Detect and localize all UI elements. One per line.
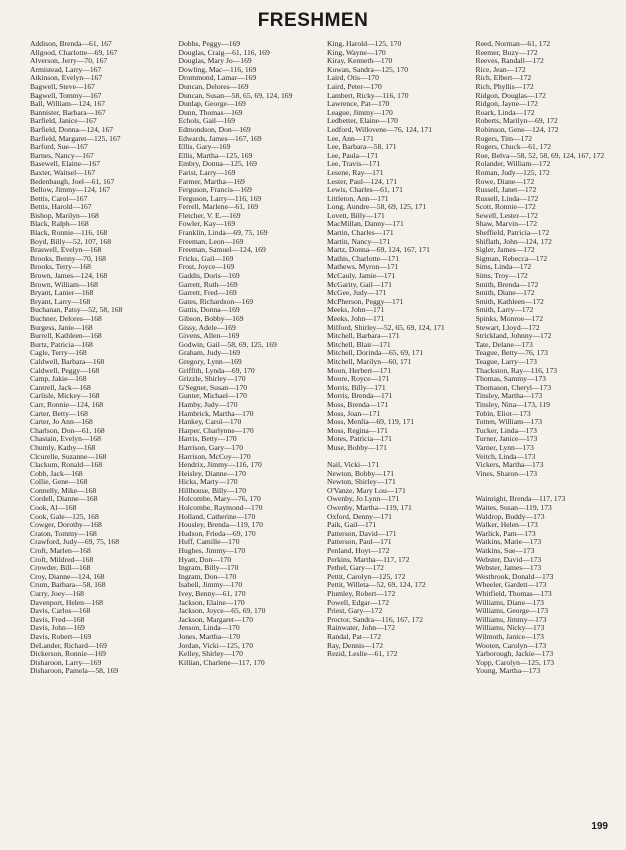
index-entry: Jenson, Linda—170 xyxy=(178,623,240,633)
index-entry: Gunter, Michael—170 xyxy=(178,391,247,401)
index-entry: Meeks, John—171 xyxy=(327,314,385,323)
page-number: 199 xyxy=(591,821,608,832)
index-entry: Barfield, Donna—124, 167 xyxy=(30,124,114,134)
index-entry: Graham, Judy—169 xyxy=(178,348,241,358)
index-entry: Hughes, Jimmy—170 xyxy=(178,546,246,556)
index-entry: Barfield, Janice—167 xyxy=(30,116,97,126)
index-entry: Moss, Brenda—171 xyxy=(327,399,389,409)
index-entry: Kuwan, Sandra—125, 170 xyxy=(327,64,408,74)
index-entry: Thomason, Cheryl—173 xyxy=(475,382,552,392)
index-entry: Roman, Judy—125, 172 xyxy=(475,167,550,177)
index-entry: Bagwell, Steve—167 xyxy=(30,81,95,91)
index-entry: Huff, Camille—170 xyxy=(178,537,240,547)
index-entry: Fowler, Kay—169 xyxy=(178,219,236,229)
index-entry: Roe, Belva—58, 52, 58, 69, 124, 167, 172 xyxy=(475,150,605,160)
index-entry: Randal, Pat—172 xyxy=(327,631,381,641)
index-entry: O'Vanze, Mary Lou—171 xyxy=(327,485,406,495)
index-entry: Heisley, Dianne—170 xyxy=(178,468,246,478)
index-entry: Littleton, Ann—171 xyxy=(327,193,389,203)
index-entry: Smith, Diane—172 xyxy=(475,288,535,298)
index-entry: Cowger, Dorothy—168 xyxy=(30,520,102,530)
index-entry: Gregory, Lynn—169 xyxy=(178,356,242,366)
index-entry: Edmondson, Don—169 xyxy=(178,124,251,134)
index-entry: Rich, Elbert—172 xyxy=(475,73,532,83)
index-entry: Garrett, Fred—169 xyxy=(178,288,237,298)
index-entry: Gibson, Bobby—169 xyxy=(178,314,244,323)
index-entry: Turner, Janice—173 xyxy=(475,434,538,444)
index-entry: Waldrop, Buddy—173 xyxy=(475,511,545,521)
index-entry: Carter, Jo Ann—168 xyxy=(30,417,93,427)
index-entry: Williams, Nicky—173 xyxy=(475,623,545,633)
index-entry: Plumley, Robert—172 xyxy=(327,589,396,598)
index-entry: Bryant, Lanier—168 xyxy=(30,288,94,298)
index-entry: Pethel, Gary—172 xyxy=(327,563,384,573)
index-entry: Gates, Richardson—169 xyxy=(178,296,254,306)
index-entry: Hudson, Frieda—69, 170 xyxy=(178,528,256,538)
index-entry: Laird, Otis—170 xyxy=(327,73,379,83)
index-entry: Brooks, Benny—70, 168 xyxy=(30,253,106,263)
index-entry: Addison, Brenda—61, 167 xyxy=(30,39,112,48)
index-entry: Vickers, Martha—173 xyxy=(475,460,544,470)
index-entry: Shiflath, John—124, 172 xyxy=(475,236,552,246)
index-entry: Brown, James—124, 168 xyxy=(30,271,108,281)
index-entry: Drommond, Lamar—169 xyxy=(178,73,257,83)
index-entry: Roberts, Marilyn—69, 172 xyxy=(475,116,558,126)
index-entry: Robinson, Gene—124, 172 xyxy=(475,124,559,134)
index-entry: Ellis, Martha—125, 169 xyxy=(178,150,253,160)
index-entry: Bryant, Larry—168 xyxy=(30,296,91,306)
index-entry: Moon, Herbert—171 xyxy=(327,365,392,375)
index-entry: Garrett, Ruth—169 xyxy=(178,279,238,289)
index-entry: Stewart, Lloyd—172 xyxy=(475,322,540,332)
index-entry: Priest, Gary—172 xyxy=(327,606,383,616)
index-entry: Sewell, Lester—172 xyxy=(475,210,538,220)
index-entry: Smith, Brenda—172 xyxy=(475,279,539,289)
index-entry: Douglas, Mary Jo—169 xyxy=(178,56,252,66)
index-entry: Dunn, Thomas—169 xyxy=(178,107,243,117)
index-entry: Lee, Ann—171 xyxy=(327,133,374,143)
index-entry: Bedenbaugh, Joel—61, 167 xyxy=(30,176,115,186)
index-entry: Owenby, Jo Lynn—171 xyxy=(327,494,400,504)
index-column-2 xyxy=(179,40,316,810)
index-entry: Owenby, Martha—119, 171 xyxy=(327,503,412,513)
index-entry: Ledbetter, Elaine—170 xyxy=(327,116,398,126)
index-entry: Sigler, James—172 xyxy=(475,245,535,255)
index-entry: McGee, Judy—171 xyxy=(327,288,387,298)
index-entry: Harrison, Gary—170 xyxy=(178,442,244,452)
index-entry: Patterson, David—171 xyxy=(327,528,397,538)
index-entry: Dowling, Mac—116, 169 xyxy=(178,64,257,74)
index-entry: Bagwell, Tommy—167 xyxy=(30,90,102,100)
index-entry: Davis, Fred—168 xyxy=(30,614,85,624)
index-column-4 xyxy=(476,40,613,810)
index-entry: Martz, Donna—69, 124, 167, 171 xyxy=(327,245,430,255)
index-entry: Atkinson, Evelyn—167 xyxy=(30,73,103,83)
index-entry: Powell, Edgar—172 xyxy=(327,597,390,607)
index-entry: Croy, Dianne—124, 168 xyxy=(30,571,105,581)
index-entry: Gattis, Donna—169 xyxy=(178,305,240,315)
index-entry: Smith, Kathleen—172 xyxy=(475,296,544,306)
index-entry: King, Wayne—170 xyxy=(327,47,386,57)
index-entry: Long, Aundre—58, 69, 125, 171 xyxy=(327,202,427,212)
index-entry: Ferrell, Marlene—61, 169 xyxy=(178,202,259,212)
index-entry: Milford, Shirley—52, 65, 69, 124, 171 xyxy=(327,322,445,332)
index-entry: Kelley, Shirley—170 xyxy=(178,649,243,659)
index-entry: Moore, Royce—171 xyxy=(327,374,390,384)
index-entry: Davis, John—169 xyxy=(30,623,85,633)
index-entry: Douglas, Craig—61, 116, 169 xyxy=(178,47,270,57)
index-entry: Cordell, Dianne—168 xyxy=(30,494,98,504)
index-entry: Rich, Phyllis—172 xyxy=(475,81,534,91)
index-entry: Bishop, Marilyn—168 xyxy=(30,210,99,220)
index-entry: McPherson, Peggy—171 xyxy=(327,296,404,306)
index-entry: Yopp, Carolyn—125, 173 xyxy=(475,657,555,667)
index-entry: Mitchell, Marilyn—60, 171 xyxy=(327,356,412,366)
index-entry: Mitchell, Blair—171 xyxy=(327,339,391,349)
index-entry: Basewell, Elaine—167 xyxy=(30,159,101,169)
index-entry: Gaddis, Doris—169 xyxy=(178,271,240,281)
index-entry: Moss, Joan—171 xyxy=(327,408,381,418)
index-entry: Connelly, Mike—168 xyxy=(30,485,97,495)
index-entry: Lester, Paul—124, 171 xyxy=(327,176,398,186)
index-entry: Rainwater, John—172 xyxy=(327,623,396,633)
index-entry: Martin, Nancy—171 xyxy=(327,236,391,246)
index-entry: Williams, Diane—173 xyxy=(475,597,544,607)
index-entry: Tate, Delane—173 xyxy=(475,339,533,349)
index-entry: Jordan, Vicki—125, 170 xyxy=(178,640,253,650)
index-entry: Harrison, McCoy—170 xyxy=(178,451,251,461)
index-entry: Shaw, Marvin—172 xyxy=(475,219,538,229)
index-entry: Mitchell, Dorinda—65, 69, 171 xyxy=(327,348,424,358)
index-entry: Carter, Betty—168 xyxy=(30,408,88,418)
index-entry: Ray, Dennis—172 xyxy=(327,640,384,650)
index-entry: Bettis, Carol—167 xyxy=(30,193,88,203)
index-entry: Pettit, Willeta—52, 69, 124, 172 xyxy=(327,580,426,590)
index-column-1 xyxy=(30,40,167,810)
index-entry: Harper, Charlynne—170 xyxy=(178,425,254,435)
index-entry: Buchanan, Patsy—52, 58, 168 xyxy=(30,305,123,315)
index-columns xyxy=(30,40,612,810)
index-entry: Hicks, Marty—170 xyxy=(178,477,238,487)
index-entry: Ferguson, Larry—116, 169 xyxy=(178,193,262,203)
index-entry: Farist, Larry—169 xyxy=(178,167,236,177)
index-entry: Reemer, Buzy—172 xyxy=(475,47,538,57)
index-column-3 xyxy=(327,40,464,810)
index-entry: Barford, Sue—167 xyxy=(30,142,88,152)
index-entry: Rowe, Diane—172 xyxy=(475,176,535,186)
index-entry: Teague, Larry—173 xyxy=(475,356,537,366)
index-entry: Burrell, Kathleen—168 xyxy=(30,331,102,341)
index-entry: Black, Ronnie—116, 168 xyxy=(30,228,108,238)
index-entry: Braswell, Evelyn—168 xyxy=(30,245,102,255)
index-entry: Housley, Brenda—119, 170 xyxy=(178,520,263,530)
index-entry: DeLander, Richard—169 xyxy=(30,640,107,650)
index-entry: Grizzle, Shirley—170 xyxy=(178,374,246,384)
index-entry: Crowder, Bill—168 xyxy=(30,563,91,573)
index-entry: Frost, Joyce—169 xyxy=(178,262,235,272)
index-entry: Holland, Catherine—170 xyxy=(178,511,256,521)
index-entry: Lawrence, Pat—170 xyxy=(327,99,390,109)
index-entry: Walker, Helen—173 xyxy=(475,520,538,530)
index-entry: McCauly, Jamie—171 xyxy=(327,271,396,281)
index-entry: Davenport, Helen—168 xyxy=(30,597,103,607)
index-entry: Scott, Ronnie—172 xyxy=(475,202,536,212)
index-entry: Cook, Gale—125, 168 xyxy=(30,511,99,521)
index-entry: Varner, Lynn—173 xyxy=(475,442,534,452)
index-entry: Ledford, Willovene—76, 124, 171 xyxy=(327,124,433,134)
index-entry: Bannister, Barbara—167 xyxy=(30,107,106,117)
index-entry: Reed, Norman—61, 172 xyxy=(475,39,551,48)
index-entry: Holcombe, Raymond—170 xyxy=(178,503,263,513)
index-entry: Croft, Marlen—168 xyxy=(30,546,91,556)
index-entry: Bettis, Harold—167 xyxy=(30,202,92,212)
index-entry: Tobin, Eliot—173 xyxy=(475,408,531,418)
index-entry: Freeman, Leon—169 xyxy=(178,236,244,246)
index-entry: Hillhouse, Billy—170 xyxy=(178,485,247,495)
index-entry: Newton, Bobby—171 xyxy=(327,468,395,478)
index-entry: Crawford, Judy—69, 75, 168 xyxy=(30,537,120,547)
page-title: FRESHMEN xyxy=(257,10,369,31)
index-entry: Young, Martha—173 xyxy=(475,666,541,676)
index-entry: Ellis, Gary—169 xyxy=(178,142,231,152)
index-entry: Paik, Gail—171 xyxy=(327,520,377,530)
index-entry: Dickerson, Ronnie—169 xyxy=(30,649,106,659)
index-entry: MacMillan, Danny—171 xyxy=(327,219,404,229)
index-entry: Chastain, Evelyn—168 xyxy=(30,434,101,444)
index-entry: Ingram, Don—170 xyxy=(178,571,237,581)
index-entry: Clcurelle, Suzanne—168 xyxy=(30,451,107,461)
index-entry: Rolander, William—172 xyxy=(475,159,551,169)
index-entry: Burtz, Patricia—168 xyxy=(30,339,93,349)
index-entry: Sims, Troy—172 xyxy=(475,271,528,281)
index-entry: Oxford, Denny—171 xyxy=(327,511,392,521)
index-entry: Lewis, Charles—61, 171 xyxy=(327,185,403,195)
index-entry: Carlisle, Mickey—168 xyxy=(30,391,100,401)
index-entry: Tinsley, Martha—173 xyxy=(475,391,543,401)
index-entry: Davis, Robert—169 xyxy=(30,631,92,641)
index-entry: Russell, Linda—172 xyxy=(475,193,539,203)
index-entry: Strickland, Johnny—172 xyxy=(475,331,552,341)
index-entry: Newton, Shirley—171 xyxy=(327,477,396,487)
index-entry: Holcombe, Mary—76, 170 xyxy=(178,494,261,504)
index-entry: Burgess, Janie—168 xyxy=(30,322,93,332)
index-entry: League, Jimmy—170 xyxy=(327,107,393,117)
index-entry: Morris, Billy—171 xyxy=(327,382,386,392)
index-entry: Bellow, Jimmy—124, 167 xyxy=(30,185,111,195)
index-entry: Webster, James—173 xyxy=(475,563,542,573)
index-entry: Cagle, Terry—168 xyxy=(30,348,87,358)
index-entry: Brooks, Terry—168 xyxy=(30,262,91,272)
index-entry: Davis, Carlos—168 xyxy=(30,606,91,616)
index-entry: Alverson, Jerry—70, 167 xyxy=(30,56,108,66)
index-entry: Martin, Charles—171 xyxy=(327,228,394,238)
index-entry: Franklin, Linda—69, 75, 169 xyxy=(178,228,268,238)
index-entry: Spinks, Monroe—172 xyxy=(475,314,544,323)
index-entry: Fricks, Gail—169 xyxy=(178,253,234,263)
index-entry: Tinsley, Nina—173, 119 xyxy=(475,399,550,409)
index-entry: Mitchell, Barbara—171 xyxy=(327,331,400,341)
index-entry: King, Harold—125, 170 xyxy=(327,39,402,48)
index-entry: Armistead, Larry—167 xyxy=(30,64,102,74)
index-entry: Buchner, Delores—168 xyxy=(30,314,102,323)
index-entry: Ingram, Billy—170 xyxy=(178,563,239,573)
index-entry: Pettit, Carolyn—125, 172 xyxy=(327,571,406,581)
index-entry: Disharoon, Larry—169 xyxy=(30,657,102,667)
index-entry: Thackston, Ray—116, 173 xyxy=(475,365,558,375)
index-entry: Craton, Tommy—168 xyxy=(30,528,97,538)
index-entry: Rezid, Leslie—61, 172 xyxy=(327,649,398,659)
index-entry: Ferguson, Francis—169 xyxy=(178,185,252,195)
index-entry: Webster, David—173 xyxy=(475,554,542,564)
index-entry: Cantrell, Jack—168 xyxy=(30,382,91,392)
index-entry: G'Segner, Susan—170 xyxy=(178,382,248,392)
index-entry: Whitfield, Thomas—173 xyxy=(475,589,552,598)
index-entry: Yarborough, Jackie—173 xyxy=(475,649,554,659)
index-entry: Kiray, Kenneth—170 xyxy=(327,56,393,66)
index-entry: Morris, Brenda—171 xyxy=(327,391,393,401)
index-entry: Russell, Janet—172 xyxy=(475,185,537,195)
index-gap xyxy=(476,478,613,487)
index-entry: Disharoon, Pamela—58, 169 xyxy=(30,666,119,676)
index-entry: Givens, Allen—169 xyxy=(178,331,240,341)
index-entry: Jackson, Elaine—170 xyxy=(178,597,245,607)
index-entry: Totten, William—173 xyxy=(475,417,543,427)
index-entry: Freeman, Samuel—124, 169 xyxy=(178,245,266,255)
index-entry: Crum, Barbara—58, 168 xyxy=(30,580,106,590)
index-entry: Wheeler, Gardett—173 xyxy=(475,580,547,590)
index-entry: Meeks, John—171 xyxy=(327,305,385,315)
index-entry: Barnes, Nancy—167 xyxy=(30,150,94,160)
index-entry: Muse, Bobby—171 xyxy=(327,442,387,452)
index-entry: Moss, Regina—171 xyxy=(327,425,388,435)
index-entry: Griffith, Lynda—69, 170 xyxy=(178,365,255,375)
index-entry: Lee, Paula—171 xyxy=(327,150,379,160)
index-entry: Edwards, James—167, 169 xyxy=(178,133,262,143)
index-entry: Boyd, Billy—52, 107, 168 xyxy=(30,236,112,246)
index-entry: Hankey, Carol—170 xyxy=(178,417,242,427)
index-entry: Clackum, Ronald—168 xyxy=(30,460,103,470)
index-entry: Moss, Menlia—69, 119, 171 xyxy=(327,417,415,427)
index-entry: Westbrook, Donald—173 xyxy=(475,571,554,581)
index-entry: Cook, Al—168 xyxy=(30,503,77,513)
index-entry: Tucker, Linda—173 xyxy=(475,425,537,435)
index-entry: Smith, Larry—172 xyxy=(475,305,534,315)
index-entry: Godwin, Gail—58, 69, 125, 169 xyxy=(178,339,277,349)
index-entry: Harris, Betty—170 xyxy=(178,434,237,444)
index-entry: Duncan, Susan—58, 65, 69, 124, 169 xyxy=(178,90,293,100)
index-entry: Wilmoth, Janice—173 xyxy=(475,631,544,641)
index-entry: Caldwell, Barbara—168 xyxy=(30,356,105,366)
index-entry: Croft, Mildred—168 xyxy=(30,554,94,564)
index-entry: Teague, Betty—76, 173 xyxy=(475,348,548,358)
index-entry: Ball, William—124, 167 xyxy=(30,99,106,109)
index-entry: Isabell, Jimmy—170 xyxy=(178,580,243,590)
index-entry: Wainright, Brenda—117, 173 xyxy=(475,494,566,504)
index-entry: Watkins, Sue—173 xyxy=(475,546,535,556)
index-entry: Lovett, Billy—171 xyxy=(327,210,385,220)
index-entry: Embry, Donna—125, 169 xyxy=(178,159,257,169)
index-entry: Brown, William—168 xyxy=(30,279,98,289)
index-entry: Proctor, Sandra—116, 167, 172 xyxy=(327,614,424,624)
index-entry: Laird, Peter—170 xyxy=(327,81,382,91)
index-entry: Cobb, Jack—168 xyxy=(30,468,83,478)
index-entry: Chumly, Kathy—168 xyxy=(30,442,96,452)
index-entry: Rice, Jean—172 xyxy=(475,64,526,74)
index-entry: Curry, Joey—168 xyxy=(30,589,84,598)
index-entry: Ivey, Benny—61, 170 xyxy=(178,589,246,598)
index-entry: Mathews, Myron—171 xyxy=(327,262,399,272)
index-entry: Lee, Travis—171 xyxy=(327,159,381,169)
index-entry: Roark, Linda—172 xyxy=(475,107,535,117)
index-entry: Thomas, Sammy—173 xyxy=(475,374,546,384)
index-entry: Ridgon, Douglas—172 xyxy=(475,90,546,100)
index-entry: Collie, Gene—168 xyxy=(30,477,88,487)
index-entry: Gissy, Adele—169 xyxy=(178,322,236,332)
index-entry: Motes, Patricia—171 xyxy=(327,434,392,444)
index-entry: Jackson, Margaret—170 xyxy=(178,614,254,624)
index-entry: Watkins, Marie—173 xyxy=(475,537,542,547)
index-entry: Wooten, Carolyn—173 xyxy=(475,640,547,650)
index-entry: Lambert, Ricky—116, 170 xyxy=(327,90,409,100)
index-entry: Fletcher, V. E.—169 xyxy=(178,210,241,220)
index-entry: Veitch, Linda—173 xyxy=(475,451,536,461)
index-entry: Carr, Ronnie—124, 168 xyxy=(30,399,104,409)
index-entry: Penland, Hoyt—172 xyxy=(327,546,390,556)
index-entry: Hyatt, Don—170 xyxy=(178,554,232,564)
index-entry: Farmer, Martha—169 xyxy=(178,176,245,186)
index-entry: Hambrick, Martha—170 xyxy=(178,408,254,418)
index-entry: Caldwell, Peggy—168 xyxy=(30,365,100,375)
index-entry: Patterson, Paul—171 xyxy=(327,537,392,547)
index-entry: Mathis, Charlotte—171 xyxy=(327,253,400,263)
index-entry: Jones, Martha—170 xyxy=(178,631,241,641)
index-entry: Ridgon, Jayne—172 xyxy=(475,99,538,109)
index-entry: McGarity, Gail—171 xyxy=(327,279,392,289)
index-entry: Sigman, Rebecca—172 xyxy=(475,253,548,263)
index-entry: Dobbs, Peggy—169 xyxy=(178,39,241,48)
index-entry: Lesene, Ray—171 xyxy=(327,167,384,177)
index-entry: Jackson, Joyce—65, 69, 170 xyxy=(178,606,266,616)
index-entry: Warlick, Pam—173 xyxy=(475,528,536,538)
index-entry: Dunlap, George—169 xyxy=(178,99,246,109)
index-entry: Duncan, Delores—169 xyxy=(178,81,249,91)
index-entry: Allgood, Charlotte—69, 167 xyxy=(30,47,118,57)
index-entry: Perkins, Martha—117, 172 xyxy=(327,554,410,564)
index-entry: Nail, Vicki—171 xyxy=(327,460,380,470)
index-entry: Hamby, Judy—170 xyxy=(178,399,238,409)
index-entry: Echols, Gail—169 xyxy=(178,116,236,126)
index-entry: Williams, George—173 xyxy=(475,606,549,616)
index-entry: Camp, Jakie—168 xyxy=(30,374,87,384)
index-entry: Reeves, Randall—172 xyxy=(475,56,544,66)
index-entry: Black, Ralph—168 xyxy=(30,219,89,229)
index-entry: Charlson, Don—61, 168 xyxy=(30,425,105,435)
index-entry: Rogers, Tim—172 xyxy=(475,133,533,143)
index-entry: Barfield, Margaret—125, 167 xyxy=(30,133,121,143)
index-entry: Waites, Susan—119, 173 xyxy=(475,503,552,513)
index-entry: Hendrix, Jimmy—116, 170 xyxy=(178,460,262,470)
index-entry: Killian, Charlene—117, 170 xyxy=(178,657,265,667)
index-entry: Rogers, Chuck—61, 172 xyxy=(475,142,552,152)
index-entry: Williams, Jimmy—173 xyxy=(475,614,547,624)
index-entry: Lee, Barbara—58, 171 xyxy=(327,142,397,152)
index-entry: Sheffield, Patricia—172 xyxy=(475,228,550,238)
index-entry: Baxter, Waitsel—167 xyxy=(30,167,96,177)
index-entry: Sims, Linda—172 xyxy=(475,262,532,272)
index-entry: Vines, Sharon—173 xyxy=(475,468,538,478)
